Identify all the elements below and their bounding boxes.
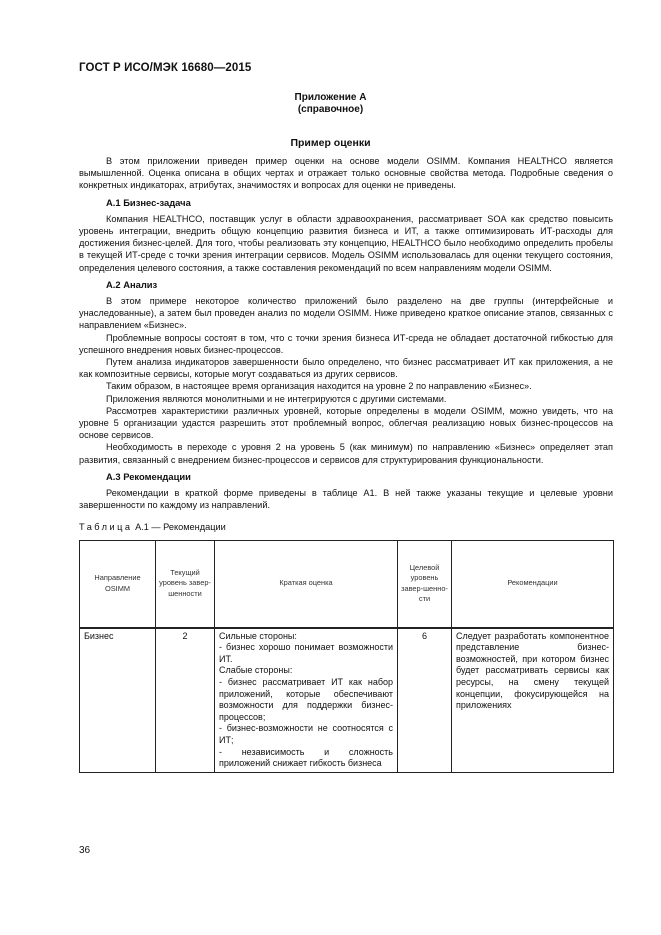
cell-recommendations: Следует разработать компонентное представление бизнес-возможностей, при котором бизнес будет рассматривать сервисы как ресурсы, на смену текущей концепции, фокусирующейся на приложениях [452,628,614,772]
recommendations-table [79,540,614,773]
summary-line: - бизнес хорошо понимает возможности ИТ. [219,642,393,664]
a2-heading: А.2 Анализ [106,278,158,290]
page-number: 36 [79,845,91,856]
annex-heading [0,92,661,116]
table-caption-label: Таблица [79,522,133,533]
a1-paragraph: Компания HEALTHCO, поставщик услуг в области здравоохранения, рассматривает SOA как средство повысить уровень интеграции, внедрить общую концепцию развития бизнеса и ИТ, а также оптимизировать ИТ-расходы для достижения бизнес-целей. Для того, чтобы реализовать эту концепцию, HEALTHCO было необходимо определить пробелы в текущей ИТ-среде с точки зрения интеграции сервисов. Модель OSIMM использовалась для оценки текущего состояния, определения целевого состояния, а также составления рекомендаций по всем направлениям модели OSIMM. [79,213,613,273]
a2-paragraph-7: Необходимость в переходе с уровня 2 на уровень 5 (как минимум) по направлению «Бизнес» определяет этап развития, связанный с внедрением бизнес-процессов и сервисов для структурирования функциональности. [79,442,613,465]
cell-summary [215,628,398,772]
a2-paragraph-6: Рассмотрев характеристики различных уровней, которые определены в модели OSIMM, можно увидеть, что на уровне 5 организации удастся разрешить этот проблемный вопрос, облегчая реализацию новых бизнес-процессов на основе сервисов. [79,405,613,441]
a2-paragraph-5: Приложения являются монолитными и не интегрируются с другими системами. [106,393,447,404]
header-current-level: Текущий уровень завер-шенности [156,540,215,627]
a2-paragraph-2: Проблемные вопросы состоят в том, что с точки зрения бизнеса ИТ-среда не обладает достаточной гибкостью для успешного внедрения новых бизнес-процессов. [79,332,613,355]
document-body [79,155,613,773]
a3-paragraph: Рекомендации в краткой форме приведены в таблице А1. В ней также указаны текущие и целевые уровни завершенности по каждому из направлений. [79,488,613,511]
intro-paragraph: В этом приложении приведен пример оценки на основе модели OSIMM. Компания HEALTHCO является вымышленной. Оценка описана в общих чертах и отражает только основные свойства метода. Подробные сведения о конкретных индикаторах, атрибутах, значимостях и вопросах для оценки не приведены. [79,156,613,191]
cell-direction: Бизнес [80,628,156,772]
a2-paragraph-3: Путем анализа индикаторов завершенности было определено, что бизнес рассматривает ИТ как приложения, а не как композитные сервисы, которые могут создаваться из других сервисов. [79,357,613,380]
table-caption-text: А.1 — Рекомендации [132,522,226,533]
cell-target-level: 6 [398,628,452,772]
a3-heading: А.3 Рекомендации [106,470,191,482]
header-target-level: Целевой уровень завер-шенно-сти [398,540,452,627]
summary-line: Слабые стороны: [219,665,293,676]
annex-title: Приложение А [294,92,367,103]
cell-current-level: 2 [156,628,215,772]
a2-paragraph-4: Таким образом, в настоящее время организация находится на уровне 2 по направлению «Бизнес». [106,381,532,392]
table-row [80,628,614,772]
section-title: Пример оценки [290,137,371,149]
summary-line: Сильные стороны: [219,630,297,641]
table-caption [79,521,613,533]
a2-paragraph-1: В этом примере некоторое количество приложений было разделено на две группы (интерфейсные и унаследованные), а затем был проведен анализ по модели OSIMM. Ниже приведено краткое описание этапов, связанных с направлением «Бизнес». [79,296,613,331]
standard-header: ГОСТ Р ИСО/МЭК 16680—2015 [79,62,252,74]
header-direction: Направление OSIMM [80,540,156,627]
summary-line: - независимость и сложность приложений снижает гибкость бизнеса [219,746,393,769]
annex-subtitle: (справочное) [297,104,364,115]
header-recommendations: Рекомендации [452,540,614,627]
header-summary: Краткая оценка [215,540,398,627]
summary-line: - бизнес рассматривает ИТ как набор приложений, которые обеспечивают возможности для поддержки бизнес-процессов; [219,677,393,722]
table-header-row [80,540,614,627]
summary-line: - бизнес-возможности не соотносятся с ИТ; [219,723,393,746]
a1-heading: А.1 Бизнес-задача [106,196,191,208]
